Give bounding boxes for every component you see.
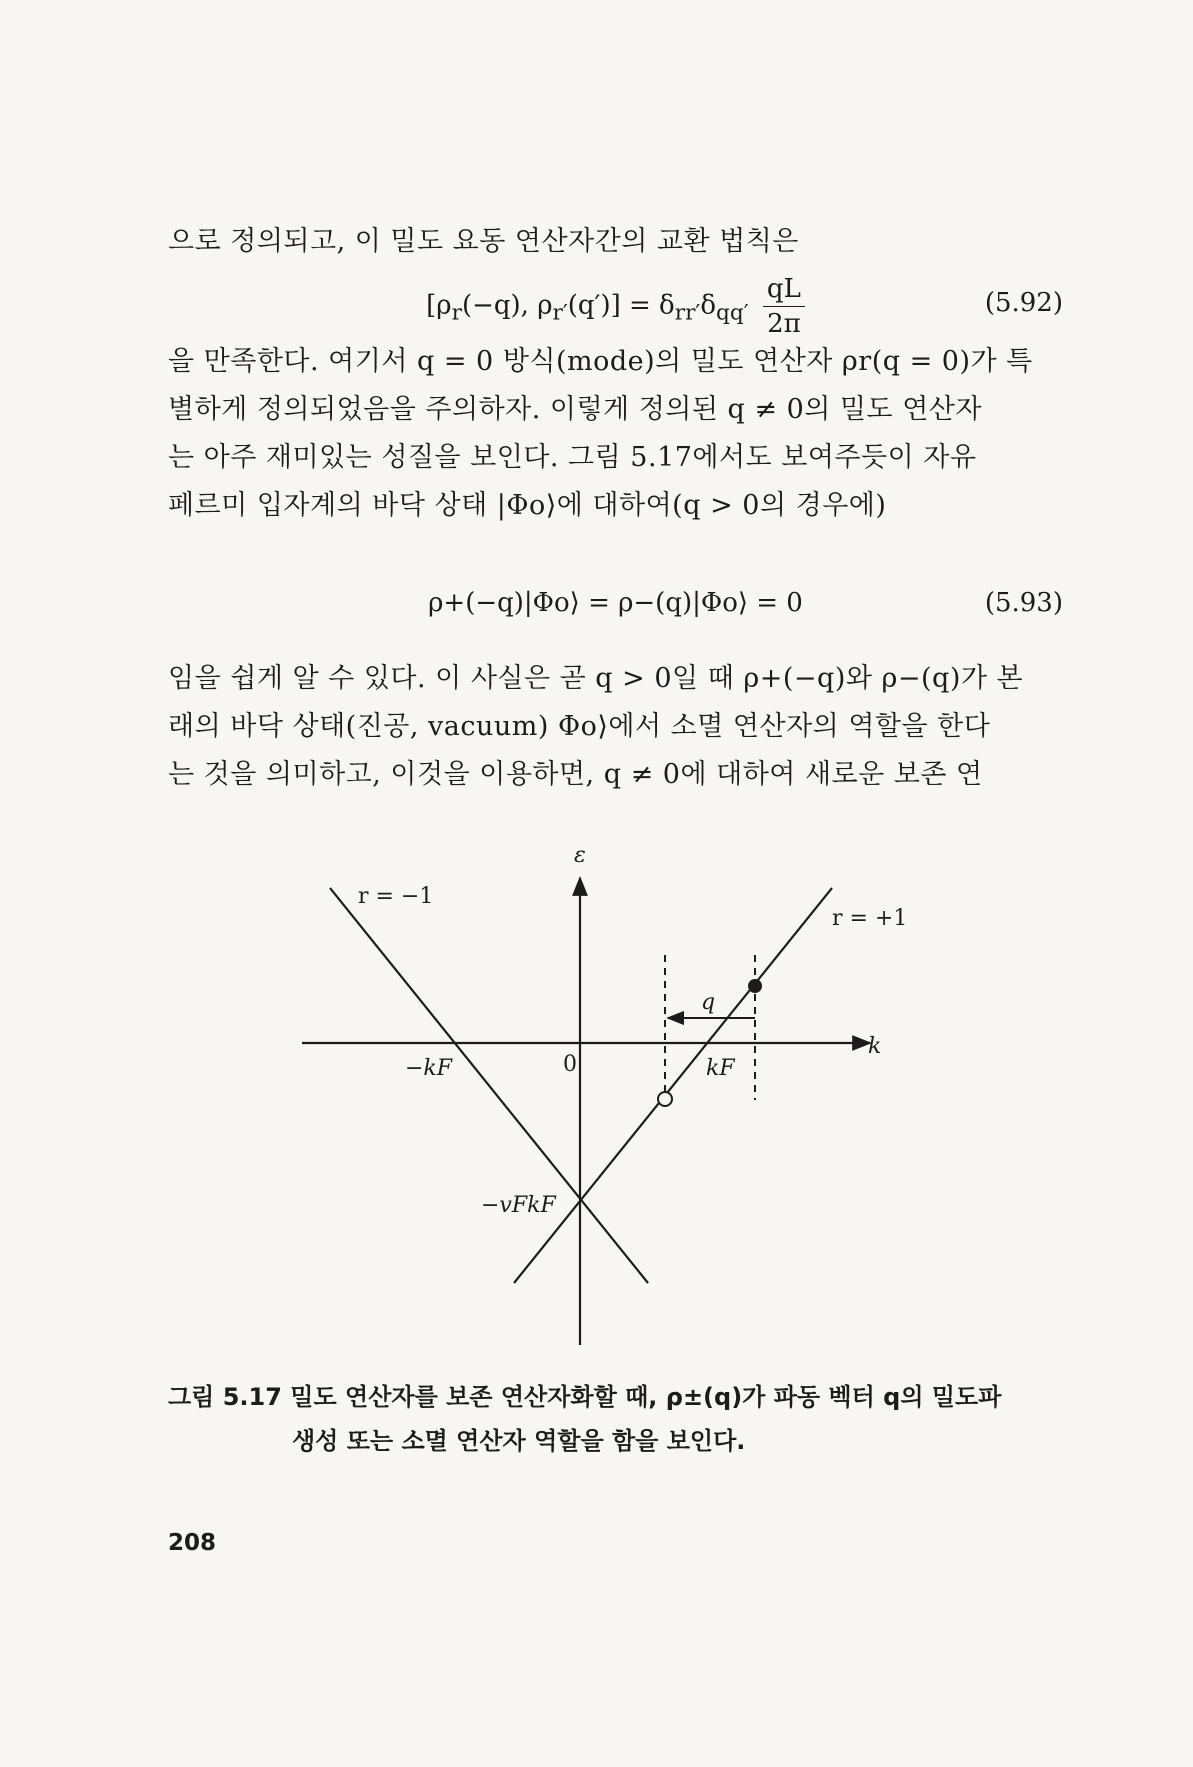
equation-body: ρ+(−q)|Φo⟩ = ρ−(q)|Φo⟩ = 0 [428, 588, 803, 618]
eq-mid: (−q), ρ [461, 290, 553, 321]
eq-lhs: [ρ [426, 290, 452, 321]
equation-number: (5.92) [984, 288, 1063, 318]
r-minus-label: r = −1 [358, 884, 434, 909]
minus-kF-label: −kF [405, 1056, 453, 1081]
text-line: 는 것을 의미하고, 이것을 이용하면, q ≠ 0에 대하여 새로운 보존 연 [168, 759, 983, 790]
text-line: 페르미 입자계의 바닥 상태 |Φo⟩에 대하여(q > 0의 경우에) [168, 490, 887, 521]
text-line: 는 아주 재미있는 성질을 보인다. 그림 5.17에서도 보여주듯이 자유 [168, 442, 977, 473]
q-label: q [701, 990, 716, 1015]
kF-label: kF [706, 1056, 735, 1081]
eq-sub: qq′ [716, 300, 749, 326]
particle-marker [748, 979, 762, 993]
text-line: 을 만족한다. 여기서 q = 0 방식(mode)의 밀도 연산자 ρr(q = 0)가 특 [168, 346, 1033, 377]
r-plus-label: r = +1 [832, 906, 908, 931]
eq-sub: r′ [552, 300, 568, 326]
text-line: 래의 바닥 상태(진공, vacuum) Φo⟩에서 소멸 연산자의 역할을 한다 [168, 711, 991, 742]
caption-line-1: 그림 5.17 밀도 연산자를 보존 연산자화할 때, ρ±(q)가 파동 벡터 q의 밀도파 [168, 1383, 1002, 1411]
text-line: 으로 정의되고, 이 밀도 요동 연산자간의 교환 법칙은 [168, 226, 799, 257]
minus-vFkF-label: −vFkF [481, 1193, 556, 1218]
eq-sub: rr′ [674, 300, 701, 326]
fraction-denominator: 2π [767, 309, 801, 339]
page-number: 208 [168, 1530, 217, 1556]
branch-r-minus-line [330, 888, 648, 1283]
origin-label: 0 [563, 1052, 577, 1077]
figure-caption [168, 1375, 1068, 1463]
k-label: k [868, 1034, 882, 1059]
epsilon-label: ε [574, 843, 586, 868]
hole-marker [658, 1092, 672, 1106]
branch-r-plus-line [514, 888, 832, 1283]
text-line: 임을 쉽게 알 수 있다. 이 사실은 곧 q > 0일 때 ρ+(−q)와 ρ−(q)가 본 [168, 663, 1024, 694]
caption-line-2: 생성 또는 소멸 연산자 역할을 함을 보인다. [292, 1427, 746, 1455]
eq-sub: r [451, 300, 462, 326]
equation-number: (5.93) [984, 588, 1063, 618]
eq-rhs: (q′)] = δ [567, 290, 675, 321]
eq-delta: δ [700, 290, 716, 321]
text-line: 별하게 정의되었음을 주의하자. 이렇게 정의된 q ≠ 0의 밀도 연산자 [168, 394, 982, 425]
fraction-numerator: qL [763, 272, 805, 307]
